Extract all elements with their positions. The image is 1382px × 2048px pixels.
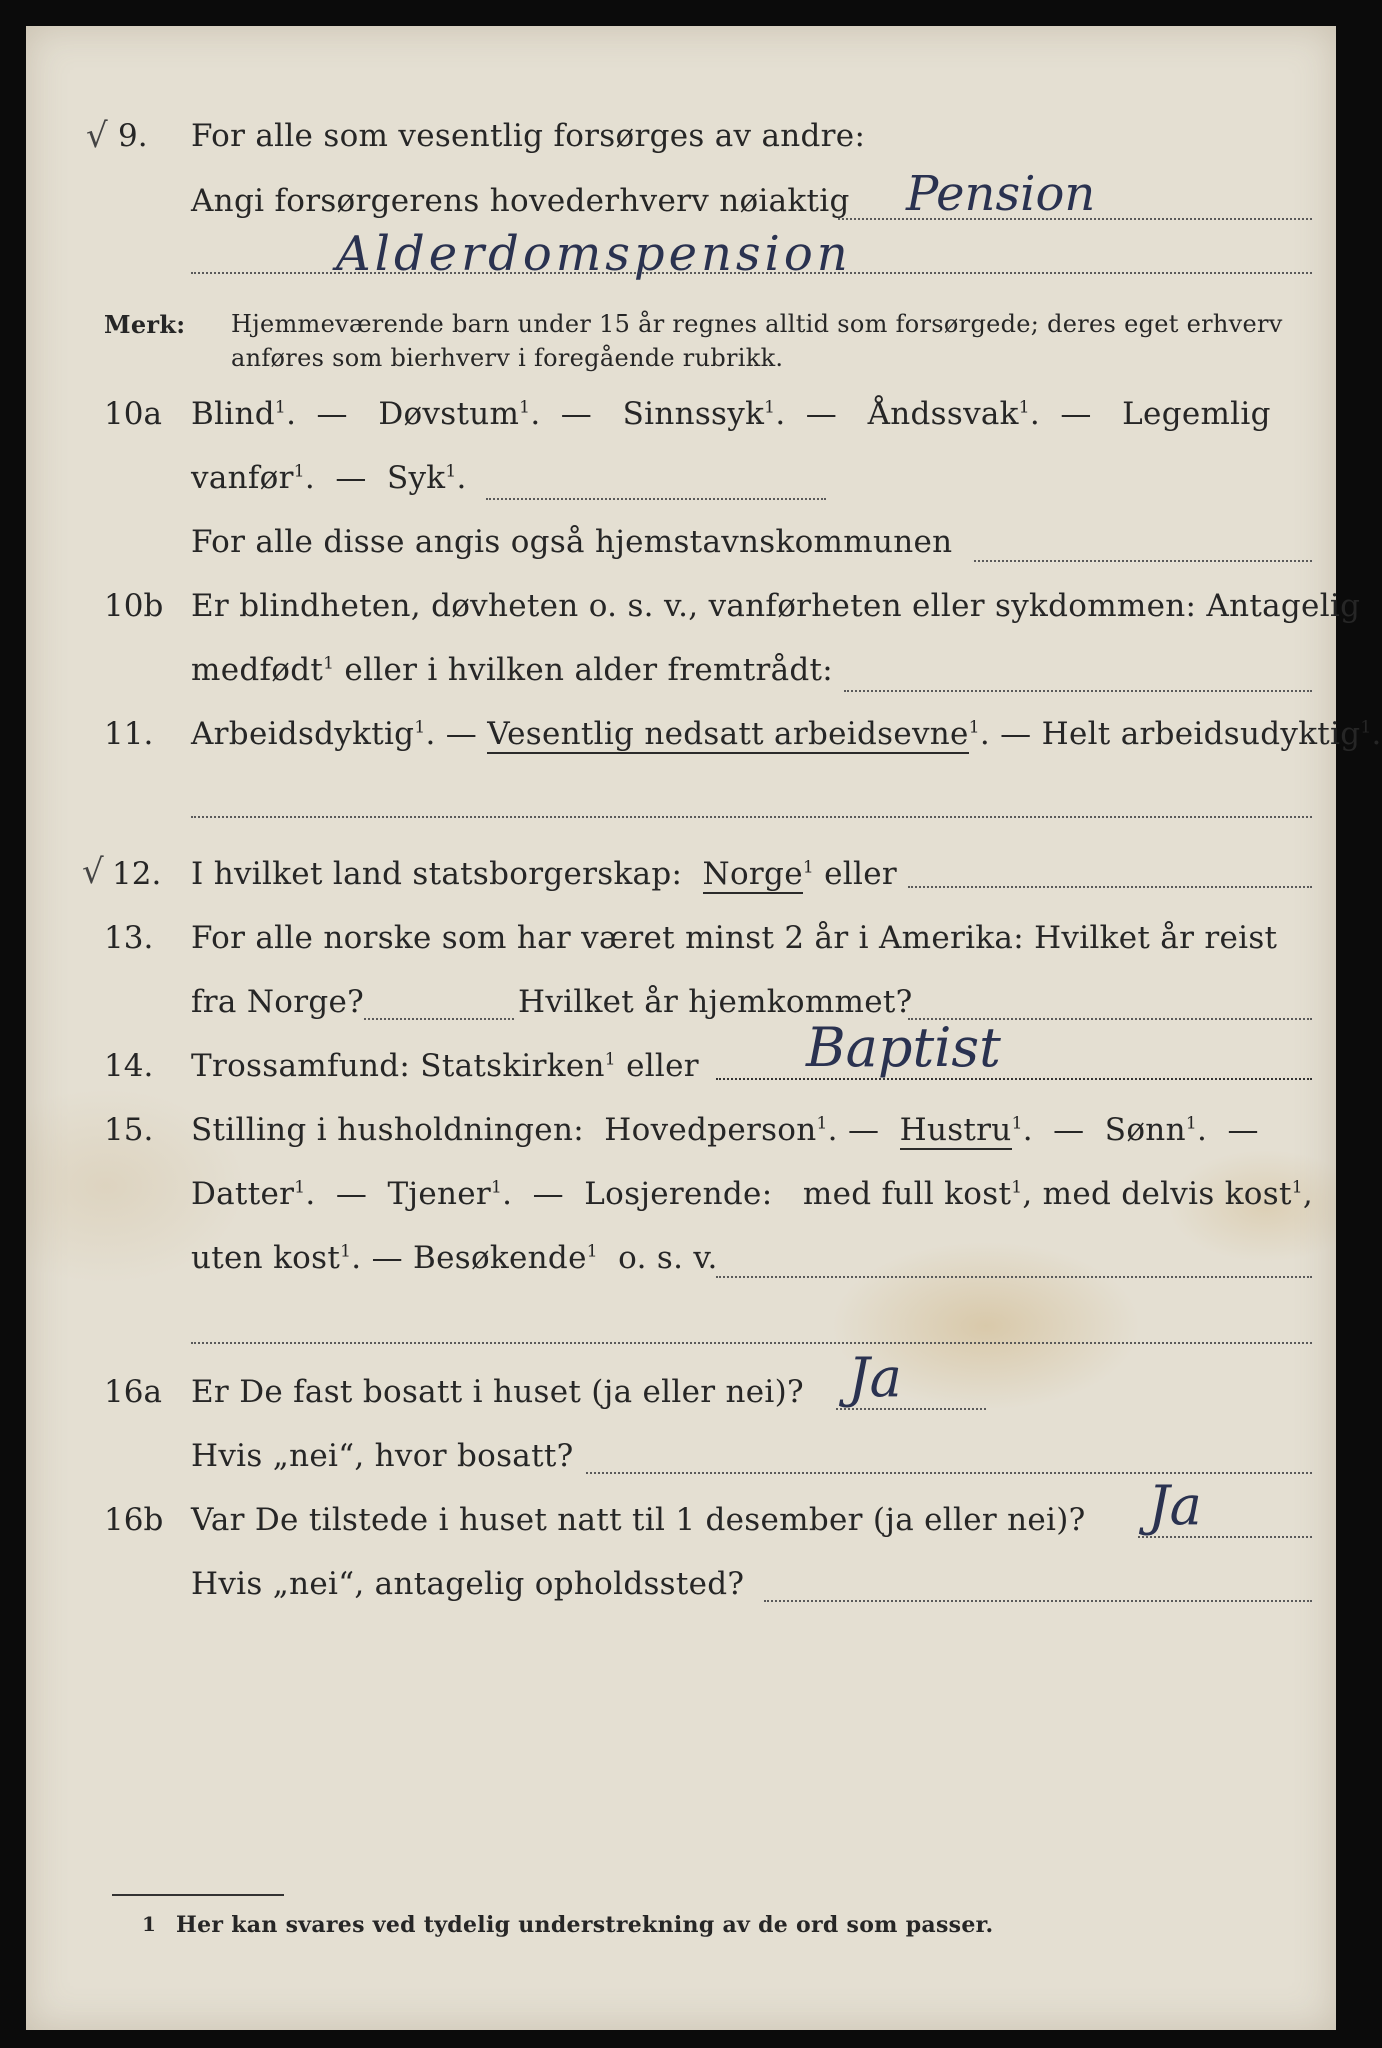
separator: — (335, 1176, 368, 1212)
separator: — (532, 1176, 564, 1212)
option-norge-underlined: Norge (702, 856, 803, 892)
option-delvis-kost: med delvis kost (1042, 1176, 1292, 1212)
option-andssvak: Åndssvak (867, 396, 1019, 432)
q14-number: 14. (104, 1048, 154, 1084)
option-arbeidsdyktig: Arbeidsdyktig (191, 716, 415, 752)
q16b-opholdssted-line (764, 1600, 1312, 1602)
separator: — (847, 1112, 880, 1148)
q16b-line2: Hvis „nei“, antagelig opholdssted? (191, 1566, 745, 1602)
footnote-ref: 1 (1291, 1177, 1303, 1198)
footnote-ref: 1 (816, 1113, 828, 1134)
check-mark-12: √ (82, 852, 104, 892)
footnote-ref: 1 (1018, 397, 1030, 418)
separator: — (335, 460, 367, 496)
option-vesentlig-nedsatt-underlined: Vesentlig nedsatt arbeidsevne (487, 716, 969, 752)
q12-number: 12. (112, 856, 162, 892)
option-hustru-underlined: Hustru (899, 1112, 1012, 1148)
separator: — (560, 396, 593, 432)
q15-line3: uten kost$^1$. — Besøkende$^1$ o. s. v. (191, 1240, 718, 1276)
option-hovedperson: Hovedperson (604, 1112, 817, 1148)
footnote-ref: 1 (414, 717, 426, 738)
option-medfodt: medfødt (191, 652, 324, 688)
q12-eller: eller (824, 856, 897, 892)
q16a-line1: Er De fast bosatt i huset (ja eller nei)? (191, 1374, 804, 1410)
q13-line2a: fra Norge? (191, 984, 365, 1020)
option-datter: Datter (191, 1176, 295, 1212)
q10a-answer-line (486, 498, 826, 500)
q13-reist-line (364, 1018, 514, 1020)
q9-handwritten-answer2: Alderdomspension (336, 226, 852, 282)
q16a-handwritten-answer: Ja (848, 1346, 902, 1409)
option-losjerende: Losjerende: (584, 1176, 773, 1212)
option-tjener: Tjener (387, 1176, 492, 1212)
q13-line1: For alle norske som har været minst 2 år i Amerika: Hvilket år reist (191, 920, 1278, 956)
footnote-ref: 1 (293, 461, 305, 482)
separator: — (1000, 716, 1032, 752)
separator: — (445, 716, 478, 752)
footnote-ref: 1 (274, 397, 287, 418)
q11-answer-line (191, 816, 1312, 818)
q10b-line2 (191, 652, 833, 688)
q15-osv: o. s. v. (618, 1240, 718, 1276)
footnote-ref: 1 (491, 1177, 503, 1198)
separator: — (1227, 1112, 1259, 1148)
footnote-rule (112, 1894, 284, 1896)
q10a-line2: vanfør$^1$. — Syk$^1$. (191, 460, 467, 496)
q12-line (191, 856, 897, 892)
q15-line1: Stilling i husholdningen: Hovedperson$^1$. — Hustru$^1$. — Sønn$^1$. — (191, 1112, 1259, 1148)
q16a-line2: Hvis „nei“, hvor bosatt? (191, 1438, 574, 1474)
footnote-ref: 1 (586, 1241, 598, 1262)
footnote-ref: 1 (1185, 1113, 1197, 1134)
q16b-handwritten-answer: Ja (1148, 1474, 1202, 1537)
q12-answer-line (908, 886, 1312, 888)
option-full-kost: med full kost (802, 1176, 1012, 1212)
q12-text: I hvilket land statsborgerskap: (191, 856, 683, 892)
option-sonn: Sønn (1104, 1112, 1186, 1148)
q11-number: 11. (104, 716, 154, 752)
footnote-ref: 1 (604, 1049, 616, 1070)
footnote-ref: 1 (340, 1241, 352, 1262)
q16a-bosatt-line (586, 1472, 1312, 1474)
q16b-line1: Var De tilstede i huset natt til 1 desember (ja eller nei)? (191, 1502, 1086, 1538)
separator: — (316, 396, 348, 432)
q10a-line3: For alle disse angis også hjemstavnskommunen (191, 524, 953, 560)
check-mark-9: √ (86, 116, 108, 156)
q9-line1: For alle som vesentlig forsørges av andre: (191, 118, 866, 154)
q15-label: Stilling i husholdningen: (191, 1112, 584, 1148)
q15-answer-line2 (191, 1342, 1312, 1344)
q10a-line1: Blind$^1$. — Døvstum$^1$. — Sinnssyk$^1$. — Åndssvak$^1$. — Legemlig (191, 396, 1271, 432)
q15-answer-line1 (716, 1276, 1312, 1278)
footnote-ref: 1 (802, 857, 814, 878)
q10a-hjemstavn-line (974, 560, 1312, 562)
q14-eller: eller (626, 1048, 699, 1084)
footnote-ref: 1 (1011, 1113, 1023, 1134)
option-dovstum: Døvstum (378, 396, 520, 432)
merk-line1: Hjemmeværende barn under 15 år regnes alltid som forsørgede; deres eget erhverv (231, 310, 1283, 338)
option-helt-arbeidsudyktig: Helt arbeidsudyktig (1041, 716, 1361, 752)
q10a-number: 10a (104, 396, 162, 432)
footnote-mark: 1 (142, 1912, 157, 1936)
footnote-ref: 1 (323, 653, 335, 674)
q9-number: 9. (118, 118, 148, 154)
option-uten-kost: uten kost (191, 1240, 341, 1276)
option-syk: Syk (386, 460, 446, 496)
q14-text: Trossamfund: Statskirken (191, 1048, 605, 1084)
footnote-ref: 1 (445, 461, 457, 482)
q14-line (191, 1048, 699, 1084)
footnote-ref: 1 (1360, 717, 1372, 738)
separator: — (805, 396, 838, 432)
option-blind: Blind (191, 396, 275, 432)
merk-label: Merk: (104, 310, 186, 339)
q10b-line2-rest: eller i hvilken alder fremtrådt: (344, 652, 834, 688)
option-sinnssyk: Sinnssyk (622, 396, 765, 432)
q10b-answer-line (844, 690, 1312, 692)
separator: — (1060, 396, 1092, 432)
q16a-number: 16a (104, 1374, 162, 1410)
option-legemlig: Legemlig (1122, 396, 1271, 432)
q13-line2b: Hvilket år hjemkommet? (518, 984, 913, 1020)
census-form-page (26, 26, 1382, 2030)
separator: — (1053, 1112, 1085, 1148)
q16b-number: 16b (104, 1502, 164, 1538)
q10b-line1: Er blindheten, døvheten o. s. v., vanførheten eller sykdommen: Antagelig (191, 588, 1361, 624)
footnote-text: Her kan svares ved tydelig understrekning av de ord som passer. (176, 1912, 994, 1938)
merk-line2: anføres som bierhverv i foregående rubrikk. (231, 344, 784, 372)
footnote-ref: 1 (764, 397, 776, 418)
q11-line: Arbeidsdyktig$^1$. — Vesentlig nedsatt arbeidsevne$^1$. — Helt arbeidsudyktig$^1$. (191, 716, 1382, 752)
q10b-number: 10b (104, 588, 164, 624)
footnote-ref: 1 (968, 717, 980, 738)
footnote-ref: 1 (294, 1177, 306, 1198)
q14-handwritten-answer: Baptist (806, 1016, 1001, 1079)
q9-line2: Angi forsørgerens hovederhverv nøiaktig (191, 183, 850, 219)
footnote-ref: 1 (519, 397, 531, 418)
separator: — (371, 1240, 403, 1276)
option-vanfor: vanfør (191, 460, 294, 496)
option-besokende: Besøkende (413, 1240, 587, 1276)
footnote-ref: 1 (1011, 1177, 1023, 1198)
q13-number: 13. (104, 920, 154, 956)
q15-line2: Datter$^1$. — Tjener$^1$. — Losjerende: med full kost$^1$, med delvis kost$^1$, (191, 1176, 1314, 1212)
q15-number: 15. (104, 1112, 154, 1148)
q9-handwritten-answer1: Pension (906, 166, 1096, 222)
